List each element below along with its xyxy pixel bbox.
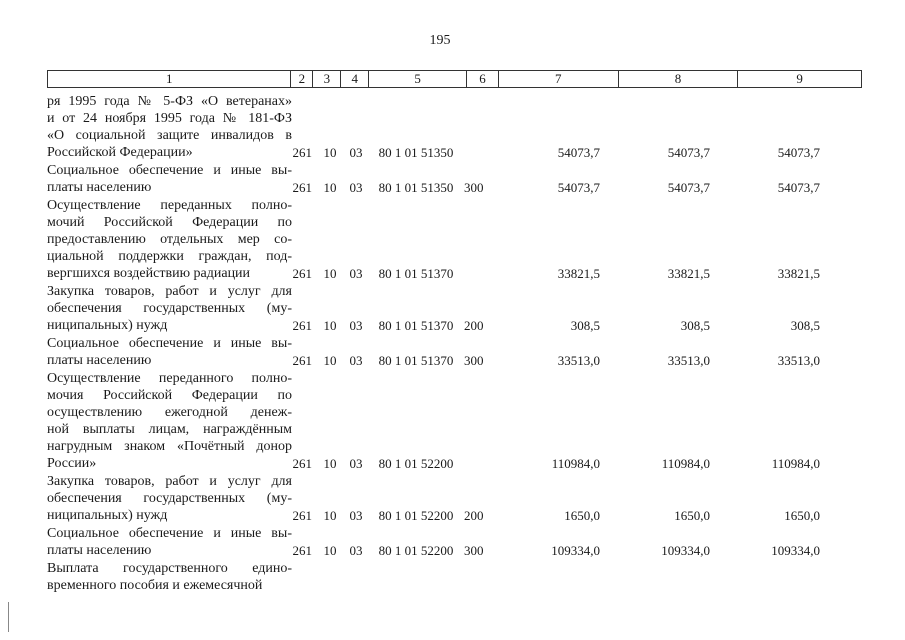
header-cell-3: 3	[313, 71, 341, 87]
cell-col9: 1650,0	[784, 508, 820, 523]
description-line: Закупка товаров, работ и услуг для	[47, 474, 292, 489]
cell-col8: 308,5	[680, 318, 710, 333]
cell-col4: 03	[349, 508, 363, 523]
header-cell-1: 1	[48, 71, 291, 87]
table-row	[47, 525, 862, 559]
cell-col8: 109334,0	[661, 543, 710, 558]
row-description	[47, 370, 292, 472]
header-cell-4: 4	[341, 71, 369, 87]
cell-col5: 80 1 01 52200	[378, 508, 454, 523]
table-row	[47, 370, 862, 472]
cell-col7: 110984,0	[551, 456, 600, 471]
row-description	[47, 473, 292, 524]
cell-col9: 33513,0	[777, 353, 820, 368]
cell-col3: 10	[323, 543, 337, 558]
description-line: Осуществление переданного полно-	[47, 371, 292, 386]
table-header-row	[47, 70, 862, 88]
cell-col4: 03	[349, 145, 363, 160]
cell-col9: 109334,0	[771, 543, 820, 558]
header-cell-7: 7	[499, 71, 619, 87]
description-line: Социальное обеспечение и иные вы-	[47, 336, 292, 351]
cell-col9: 110984,0	[771, 456, 820, 471]
cell-col3: 10	[323, 456, 337, 471]
description-line: мочия Российской Федерации по	[47, 388, 292, 403]
description-line: предоставлению отдельных мер со-	[47, 232, 292, 247]
cell-col3: 10	[323, 353, 337, 368]
cell-col5: 80 1 01 51370	[378, 353, 454, 368]
cell-col7: 308,5	[570, 318, 600, 333]
description-line: «О социальной защите инвалидов в	[47, 128, 292, 143]
row-description	[47, 162, 292, 196]
cell-col4: 03	[349, 543, 363, 558]
cell-col8: 54073,7	[667, 180, 710, 195]
table-row	[47, 93, 862, 161]
cell-col6: 200	[464, 318, 484, 333]
header-cell-6: 6	[467, 71, 499, 87]
cell-col3: 10	[323, 180, 337, 195]
description-line: вергшихся воздействию радиации	[47, 266, 251, 281]
cell-col5: 80 1 01 51370	[378, 266, 454, 281]
cell-col7: 33513,0	[557, 353, 600, 368]
description-line: обеспечения государственных (му-	[47, 301, 292, 316]
cell-col9: 308,5	[790, 318, 820, 333]
cell-col5: 80 1 01 51370	[378, 318, 454, 333]
cell-col7: 109334,0	[551, 543, 600, 558]
description-line: России»	[47, 456, 97, 471]
cell-col8: 110984,0	[661, 456, 710, 471]
description-line: ря 1995 года № 5-ФЗ «О ветеранах»	[47, 94, 292, 109]
row-description	[47, 93, 292, 161]
cell-col8: 1650,0	[674, 508, 710, 523]
description-line: платы населению	[47, 543, 152, 558]
cell-col4: 03	[349, 180, 363, 195]
description-line: Социальное обеспечение и иные вы-	[47, 163, 292, 178]
table-row	[47, 560, 862, 594]
header-cell-8: 8	[619, 71, 739, 87]
description-line: Осуществление переданных полно-	[47, 198, 292, 213]
description-line: временного пособия и ежемесячной	[47, 578, 263, 593]
cell-col2: 261	[292, 145, 312, 160]
header-cell-9: 9	[796, 71, 803, 86]
description-line: ниципальных) нужд	[47, 508, 168, 523]
cell-col7: 33821,5	[557, 266, 600, 281]
table-row	[47, 197, 862, 282]
cell-col7: 1650,0	[564, 508, 600, 523]
cell-col3: 10	[323, 508, 337, 523]
description-line: осуществлению ежегодной денеж-	[47, 405, 292, 420]
cell-col5: 80 1 01 52200	[378, 543, 454, 558]
cell-col5: 80 1 01 52200	[378, 456, 454, 471]
cell-col8: 33821,5	[667, 266, 710, 281]
description-line: мочий Российской Федерации по	[47, 215, 292, 230]
cell-col2: 261	[292, 353, 312, 368]
description-line: Выплата государственного едино-	[47, 561, 292, 576]
cell-col3: 10	[323, 318, 337, 333]
cell-col2: 261	[292, 180, 312, 195]
cell-col3: 10	[323, 266, 337, 281]
cell-col8: 33513,0	[667, 353, 710, 368]
table-row	[47, 473, 862, 524]
table-body	[47, 93, 862, 595]
cell-col3: 10	[323, 145, 337, 160]
description-line: ниципальных) нужд	[47, 318, 168, 333]
cell-col4: 03	[349, 266, 363, 281]
description-line: Социальное обеспечение и иные вы-	[47, 526, 292, 541]
table-row	[47, 335, 862, 369]
cell-col4: 03	[349, 318, 363, 333]
cell-col6: 300	[464, 543, 484, 558]
cell-col4: 03	[349, 456, 363, 471]
cell-col9: 54073,7	[777, 145, 820, 160]
cell-col7: 54073,7	[557, 145, 600, 160]
header-cell-2: 2	[291, 71, 313, 87]
cell-col9: 33821,5	[777, 266, 820, 281]
table-row	[47, 283, 862, 334]
cell-col2: 261	[292, 318, 312, 333]
row-description	[47, 560, 292, 594]
description-line: нагрудным знаком «Почётный донор	[47, 439, 292, 454]
cell-col8: 54073,7	[667, 145, 710, 160]
description-line: Закупка товаров, работ и услуг для	[47, 284, 292, 299]
page-number: 195	[429, 33, 451, 48]
cell-col4: 03	[349, 353, 363, 368]
description-line: платы населению	[47, 353, 152, 368]
cell-col6: 200	[464, 508, 484, 523]
margin-mark	[8, 602, 9, 632]
cell-col2: 261	[292, 543, 312, 558]
cell-col5: 80 1 01 51350	[378, 145, 454, 160]
cell-col2: 261	[292, 456, 312, 471]
description-line: и от 24 ноября 1995 года № 181-ФЗ	[47, 111, 292, 126]
description-line: платы населению	[47, 180, 152, 195]
cell-col6: 300	[464, 180, 484, 195]
cell-col2: 261	[292, 266, 312, 281]
cell-col2: 261	[292, 508, 312, 523]
table-row	[47, 162, 862, 196]
row-description	[47, 525, 292, 559]
row-description	[47, 197, 292, 282]
description-line: ной выплаты лицам, награждённым	[47, 422, 292, 437]
cell-col6: 300	[464, 353, 484, 368]
row-description	[47, 283, 292, 334]
description-line: обеспечения государственных (му-	[47, 491, 292, 506]
header-cell-5: 5	[369, 71, 467, 87]
description-line: циальной поддержки граждан, под-	[47, 249, 292, 264]
cell-col9: 54073,7	[777, 180, 820, 195]
row-description	[47, 335, 292, 369]
cell-col5: 80 1 01 51350	[378, 180, 454, 195]
description-line: Российской Федерации»	[47, 145, 193, 160]
cell-col7: 54073,7	[557, 180, 600, 195]
